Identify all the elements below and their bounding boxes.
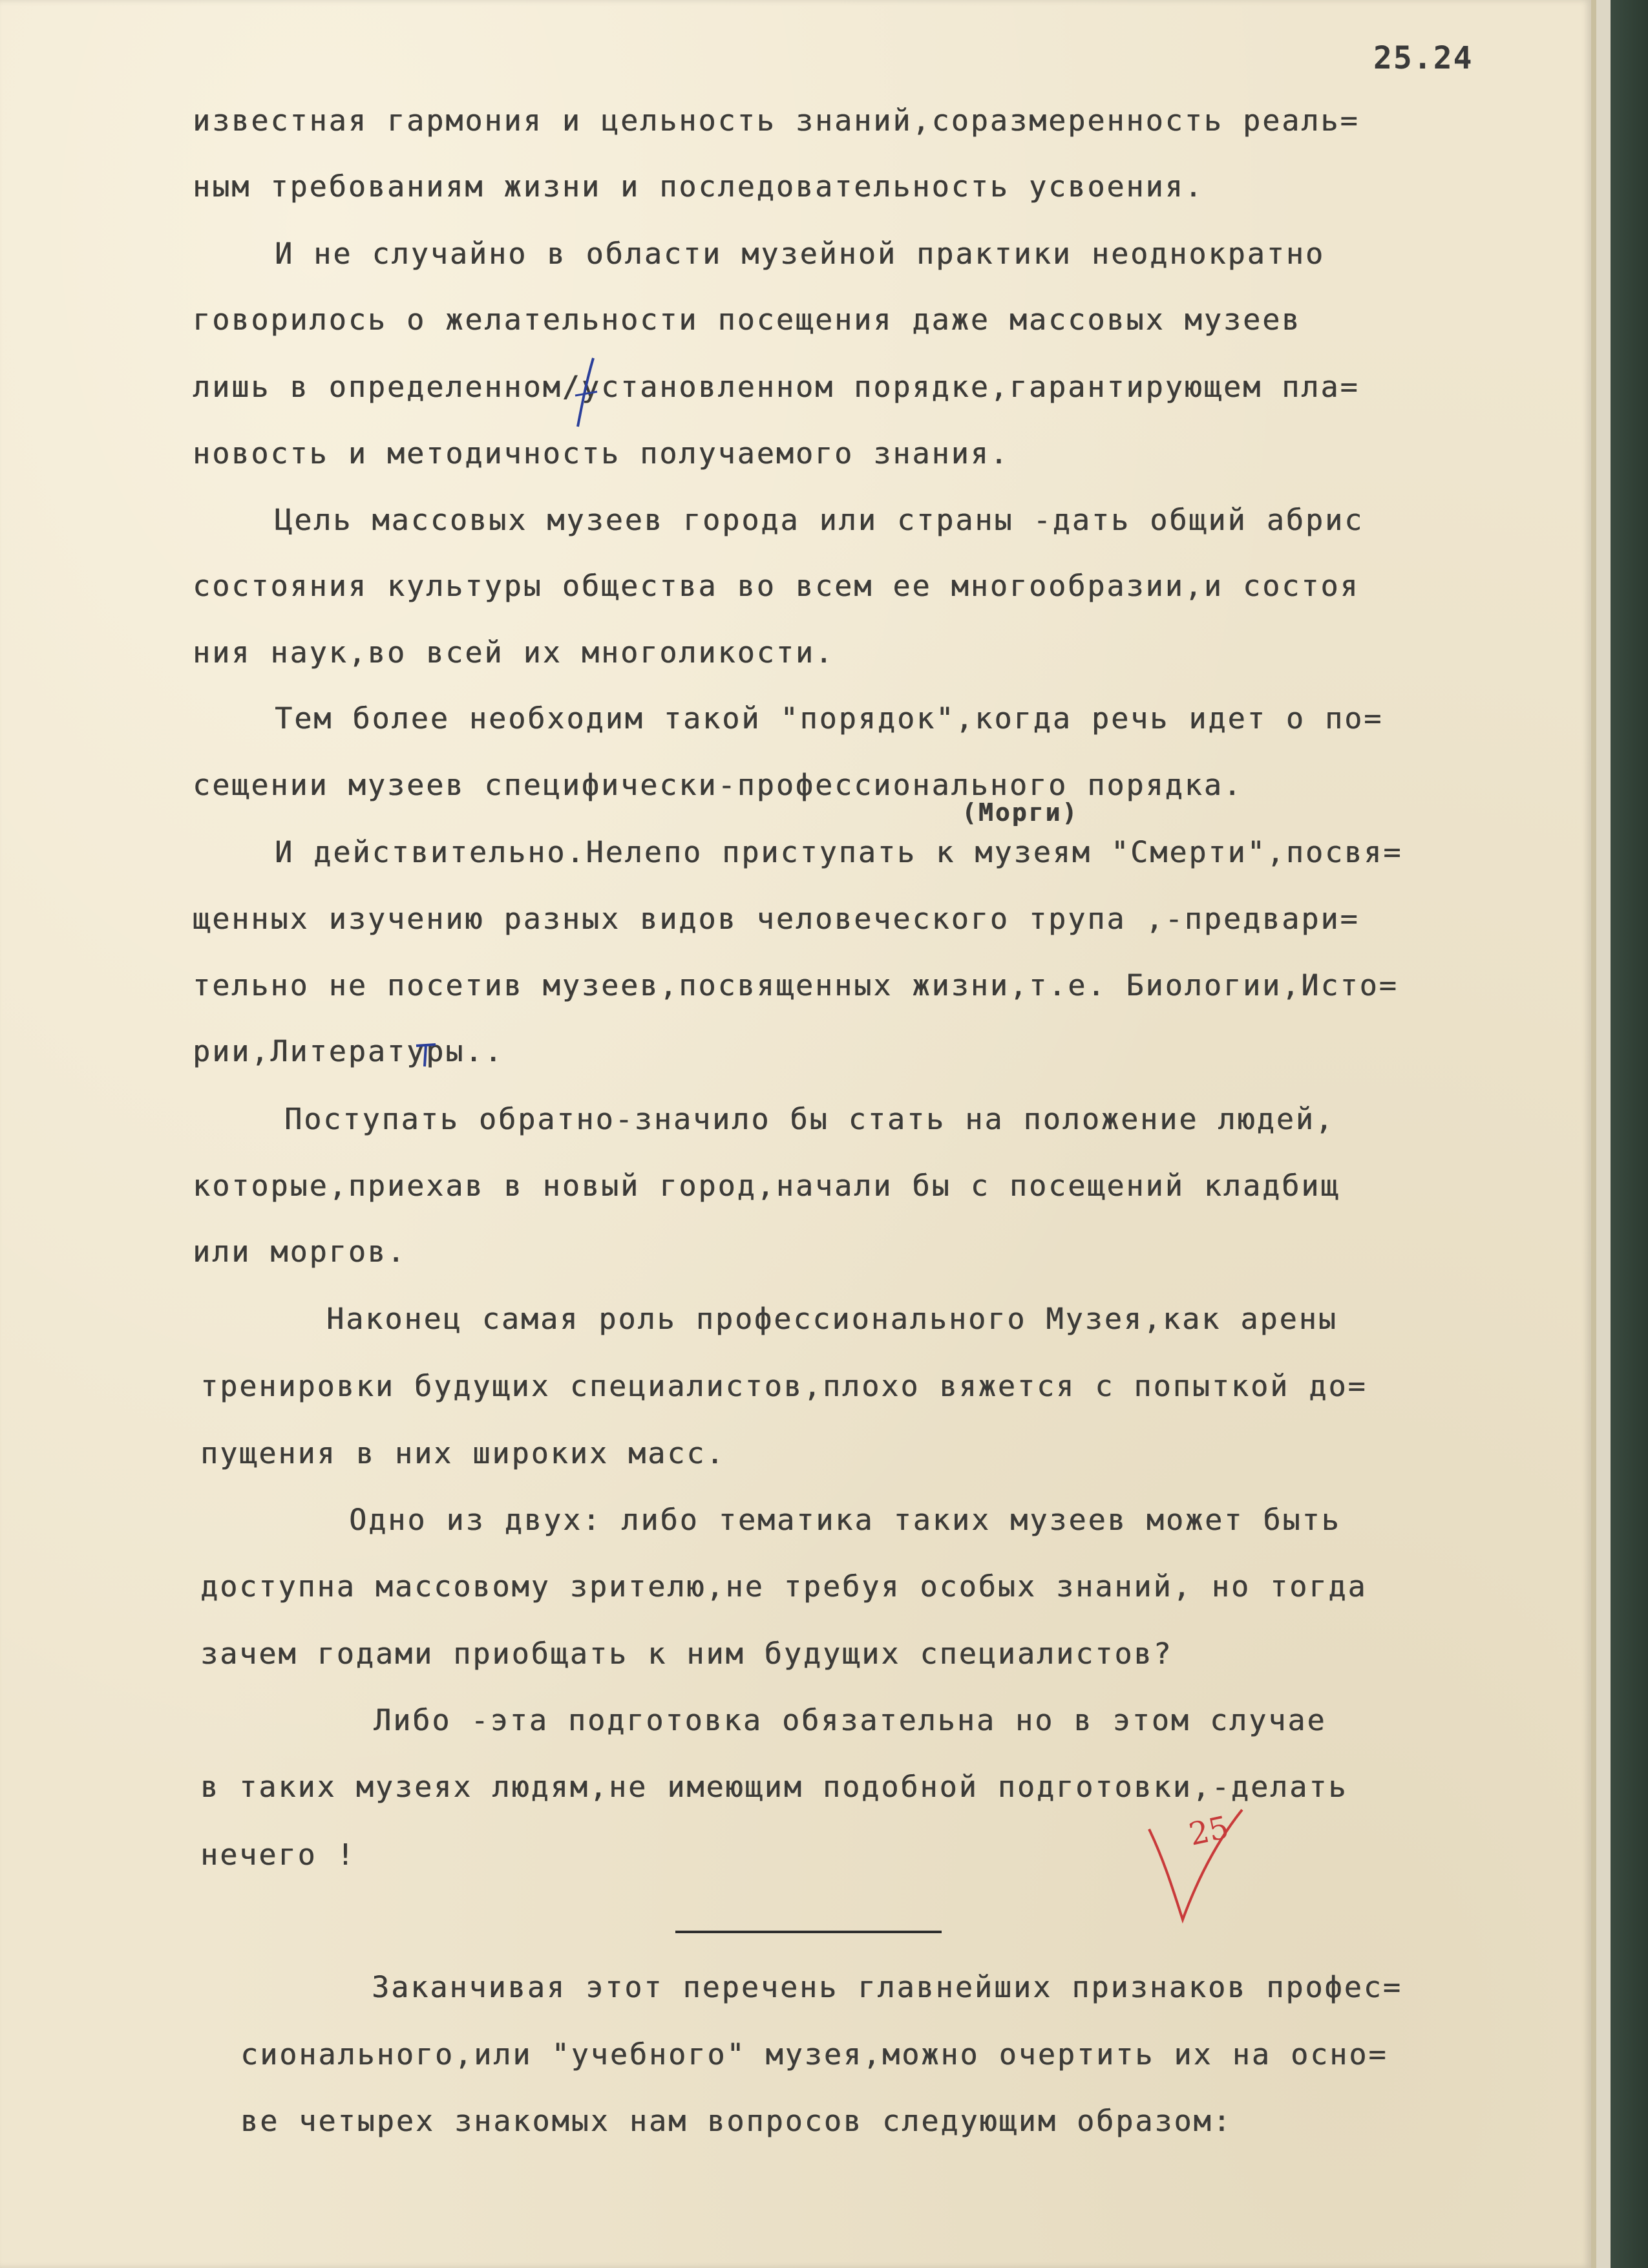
text-line: Наконец самая роль профессионального Музея,как арены xyxy=(326,1302,1338,1336)
text-line: Поступать обратно-значило бы стать на положение людей, xyxy=(284,1102,1335,1136)
text-line: доступна массовому зрителю,не требуя особых знаний, но тогда xyxy=(200,1569,1368,1604)
text-line: новость и методичность получаемого знания. xyxy=(193,436,1009,471)
text-line: лишь в определенном/установленном порядке,гарантирующем пла= xyxy=(193,370,1360,404)
text-line: или моргов. xyxy=(193,1235,407,1269)
text-line: Тем более необходим такой "порядок",когда речь идет о по= xyxy=(275,701,1384,736)
text-line: щенных изучению разных видов человеческого трупа ,-предвари= xyxy=(193,902,1360,936)
text-line: пущения в них широких масс. xyxy=(200,1436,726,1470)
text-line: Заканчивая этот перечень главнейших признаков профес= xyxy=(372,1970,1402,2004)
text-line: сещении музеев специфически-профессионального порядка. xyxy=(193,768,1243,802)
handwritten-insert-mark xyxy=(574,354,600,432)
section-divider xyxy=(675,1931,942,1933)
text-line: ным требованиям жизни и последовательность усвоения. xyxy=(193,169,1204,204)
page-number: 25.24 xyxy=(1373,40,1474,76)
text-line: ве четырех знакомых нам вопросов следующим образом: xyxy=(240,2104,1232,2138)
text-line: нечего ! xyxy=(200,1838,356,1872)
text-line: в таких музеях людям,не имеющим подобной подготовки,-делать xyxy=(200,1770,1348,1804)
text-line: Либо -эта подготовка обязательна но в этом случае xyxy=(374,1703,1327,1737)
text-line: И действительно.Нелепо приступать к музеям "Смерти",посвя= xyxy=(275,835,1403,869)
text-line: сионального,или "учебного" музея,можно очертить их на осно= xyxy=(240,2037,1388,2072)
text-line: ния наук,во всей их многоликости. xyxy=(193,635,835,670)
text-line: состояния культуры общества во всем ее многообразии,и состоя xyxy=(193,569,1360,603)
text-line: Цель массовых музеев города или страны -дать общий абрис xyxy=(275,503,1364,537)
text-line: зачем годами приобщать к ним будущих специалистов? xyxy=(200,1637,1173,1671)
inserted-word: (Морги) xyxy=(962,798,1079,827)
text-line: И не случайно в области музейной практики неоднократно xyxy=(275,237,1325,271)
text-line: Одно из двух: либо тематика таких музеев может быть xyxy=(349,1503,1341,1537)
text-line: рии,Литературы.. xyxy=(193,1034,504,1068)
text-line: которые,приехав в новый город,начали бы с посещений кладбищ xyxy=(193,1169,1340,1203)
page-edge-background xyxy=(1591,0,1648,2268)
margin-page-number: 25 xyxy=(1185,1809,1232,1853)
text-line: известная гармония и цельность знаний,соразмеренность реаль= xyxy=(193,103,1360,138)
text-line: тельно не посетив музеев,посвященных жизни,т.е. Биологии,Исто= xyxy=(193,968,1399,1002)
text-line: тренировки будущих специалистов,плохо вяжется с попыткой до= xyxy=(200,1369,1368,1403)
handwritten-correction-mark xyxy=(414,1041,439,1069)
text-line: говорилось о желательности посещения даже массовых музеев xyxy=(193,302,1302,337)
